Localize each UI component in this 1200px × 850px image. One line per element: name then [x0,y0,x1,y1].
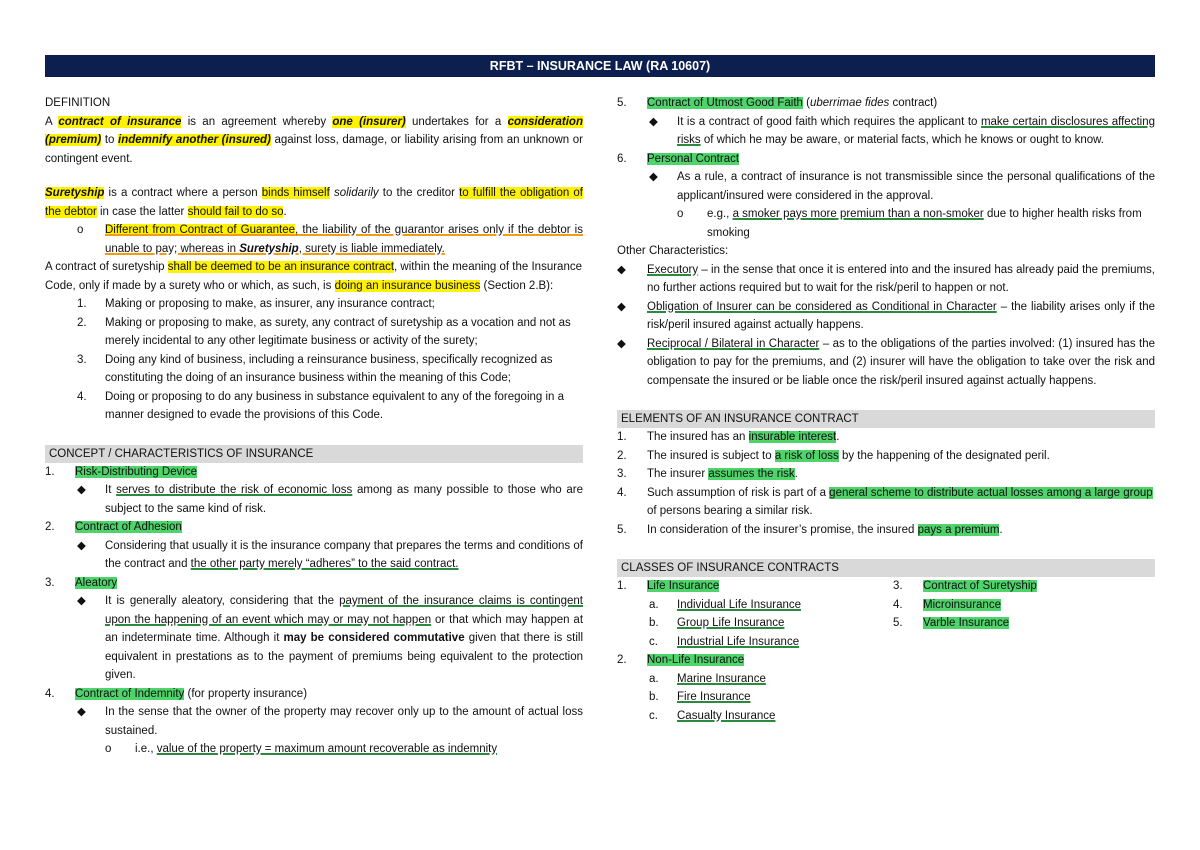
class-item [617,577,1155,596]
sub-class-item [617,633,1155,652]
text: In the sense that the owner of the property may recover only up to the amount of actual loss sustained. [105,706,583,737]
list-letter: b. [649,691,659,703]
text: by the happening of the designated peril. [838,449,1050,462]
text: given that there is still equivalent in prestations as to the payment of premiums being equivalent to the protection given. [105,632,584,681]
classes-right-list [893,577,1037,633]
class-item [893,614,1037,633]
text: The insured is subject to [647,449,775,462]
list-number: 4. [893,598,903,611]
characteristic-item [45,518,583,537]
text: Obligation of Insurer can be considered as Conditional in Character [647,300,997,313]
text: Industrial Life Insurance [677,635,800,648]
bullet-item [45,481,583,518]
text: It [105,484,117,496]
list-number: 4. [617,486,627,499]
highlight: Different from Contract of Guarantee [105,224,296,236]
list-number: 5. [617,523,627,536]
list-number: 2. [45,521,55,533]
text: or that which may happen at an indeterminate time. Although it [105,613,584,644]
definition-paragraph [45,113,583,169]
highlight: Contract of Suretyship [923,580,1037,592]
list-number: 2. [77,316,87,329]
class-item [617,651,1155,670]
bullet-item [45,537,583,574]
list-number: 5. [893,617,903,629]
text: (Section 2.B): [480,279,554,292]
list-number: 2. [617,449,627,462]
list-number: 5. [617,97,627,109]
highlight: Suretyship [45,187,105,199]
sub-class-item [617,596,1155,615]
list-item [45,314,583,351]
list-number: 6. [617,152,627,165]
text: Individual Life Insurance [677,598,802,611]
diamond-bullet-icon: ◆ [617,263,626,276]
list-number: 2. [617,654,627,666]
text: – as to the obligations of the parties involved: (1) insured has the obligation to pay for the premiums, and (2) insurer will have the obligation to take over the risk and compensate the insured or be liable once the risk/peril insured against actually happens. [647,337,1156,387]
list-number: 3. [893,580,903,592]
bullet-item [617,335,1155,391]
highlight: Contract of Utmost Good Faith [647,97,803,109]
highlight: doing an insurance business [334,279,481,292]
bullet-marker: o [677,208,684,220]
highlight: indemnify another (insured) [118,134,271,146]
list-number: 3. [617,468,627,480]
list-number: 4. [77,390,87,403]
text: Doing or proposing to do any business in substance equivalent to any of the foregoing in a manner designed to evade the provisions of this Code. [105,390,565,421]
text: of which he may be aware, or material facts, which he knows or ought to know. [700,134,1104,146]
list-number: 1. [617,431,627,443]
highlight: should fail to do so [187,205,284,218]
text: . [999,523,1003,536]
element-item [617,447,1155,466]
class-item [893,596,1037,615]
text: is a contract where a person [104,187,262,199]
highlight: Varble Insurance [923,617,1010,629]
highlight: Non-Life Insurance [647,654,745,666]
highlight: Aleatory [75,576,118,589]
text: Considering that usually it is the insurance company that prepares the terms and conditions of the contract and [105,539,583,570]
text: a smoker pays more premium than a non-smoker [732,208,984,220]
text: is an agreement whereby [181,115,333,128]
text: i.e., [135,743,157,755]
highlight: shall be deemed to be an insurance contract [167,261,395,273]
text: . [283,205,287,218]
list-item [45,388,583,425]
diamond-bullet-icon: ◆ [77,706,86,718]
highlight: a risk of loss [774,449,839,462]
text: due to higher health risks from smoking [707,208,1142,239]
text: In consideration of the insurer’s promise, the insured [647,523,918,536]
highlight: Contract of Indemnity [75,687,185,700]
list-number: 1. [617,580,627,592]
text: . [794,468,798,480]
text: of persons bearing a similar risk. [647,505,813,517]
highlight: Life Insurance [647,580,720,592]
diamond-bullet-icon: ◆ [77,539,86,552]
sub-class-item [617,707,1155,726]
text: among as many possible to those who are subject to the same kind of risk. [105,484,584,515]
text: in case the latter [96,205,188,218]
list-letter: c. [649,709,658,722]
text: uberrimae fides [809,97,890,109]
list-item [45,295,583,314]
highlight: Risk-Distributing Device [75,465,198,478]
highlight: Microinsurance [923,598,1001,611]
text: Executory [647,263,699,276]
guarantee-note [45,221,583,258]
diamond-bullet-icon: ◆ [617,300,626,313]
characteristic-item [617,150,1155,169]
text: (for property insurance) [184,687,308,700]
text: Casualty Insurance [677,709,776,722]
element-item [617,484,1155,521]
text: , the liability of the guarantor arises only if the debtor is unable to pay; whereas in [105,224,583,255]
section-heading: CLASSES OF INSURANCE CONTRACTS [617,559,1155,577]
highlight: contract of insurance [58,115,182,128]
diamond-bullet-icon: ◆ [649,171,658,183]
sub-class-item [617,614,1155,633]
text: , surety is liable immediately. [298,242,445,255]
text: to the creditor [378,187,460,199]
text: contract) [889,97,938,109]
diamond-bullet-icon: ◆ [77,484,86,496]
highlight: to fulfill the obligation of the debtor [45,187,583,218]
text: – in the sense that once it is entered into and the insured has already paid the premiums, no further actions required but to wait for the risk/peril to happen or not. [647,263,1155,294]
bullet-item [617,168,1155,205]
list-number: 1. [45,465,55,478]
diamond-bullet-icon: ◆ [617,337,626,350]
bullet-item [617,261,1155,298]
diamond-bullet-icon: ◆ [77,595,86,607]
text: against loss, damage, or liability arising from an unknown or contingent event. [45,134,583,165]
text: solidarily [333,187,379,199]
bullet-item [45,703,583,740]
characteristic-item [45,685,583,704]
text: It is a contract of good faith which requires the applicant to [677,115,981,128]
list-item [45,351,583,388]
text: payment of the insurance claims is contingent upon the happening of an event which may or may not happen [105,595,583,626]
text: Suretyship [239,242,299,255]
text: . [836,431,840,443]
section-heading: CONCEPT / CHARACTERISTICS OF INSURANCE [45,445,583,463]
right-column [617,94,1155,725]
bullet-marker: o [105,743,112,755]
text: Such assumption of risk is part of a [647,486,830,499]
text: Making or proposing to make, as insurer, any insurance contract; [105,298,435,310]
list-letter: a. [649,598,659,611]
highlight: consideration (premium) [45,115,583,146]
text: ( [802,97,810,109]
text: the other party merely “adheres” to the said contract. [190,558,459,570]
text: Making or proposing to make, as surety, any contract of suretyship as a vocation and not as merely incidental to any other legitimate business or activity of the surety; [105,316,571,347]
text: undertakes for a [405,115,508,128]
bullet-marker: o [77,224,84,236]
text: may be considered commutative [283,632,465,644]
highlight: binds himself [261,187,330,199]
other-characteristics-heading: Other Characteristics: [617,245,729,257]
sub-class-item [617,688,1155,707]
list-letter: a. [649,672,659,685]
sub-class-item [617,670,1155,689]
text: The insured has an [647,431,749,443]
text: As a rule, a contract of insurance is not transmissible since the personal qualifications of the applicant/insured were considered in the approval. [677,171,1155,202]
characteristic-item [45,463,583,482]
classes-list [617,577,1155,725]
highlight: assumes the risk [708,468,795,480]
highlight: general scheme to distribute actual losses among a large group [829,486,1153,499]
suretyship-deemed [45,258,583,295]
left-column [45,94,583,759]
highlight: Contract of Adhesion [75,521,182,533]
bullet-item [617,113,1155,150]
text: to [101,134,119,146]
highlight: insurable interest [748,431,837,443]
list-number: 4. [45,687,55,700]
text: serves to distribute the risk of economic loss [116,484,353,496]
characteristic-item [45,574,583,593]
diamond-bullet-icon: ◆ [649,115,658,128]
text: Fire Insurance [677,691,751,703]
document-title: RFBT – INSURANCE LAW (RA 10607) [45,55,1155,77]
list-number: 3. [45,576,55,589]
list-number: 3. [77,353,87,366]
text: – the liability arises only if the risk/peril insured against actually happens. [647,300,1155,331]
characteristic-item [617,94,1155,113]
text: e.g., [707,208,733,220]
section-heading: ELEMENTS OF AN INSURANCE CONTRACT [617,410,1155,428]
element-item [617,521,1155,540]
definition-heading: DEFINITION [45,97,111,109]
sub-bullet-item [617,205,1155,242]
text: It is generally aleatory, considering that the [105,595,340,607]
class-item [893,577,1037,596]
text: Doing any kind of business, including a reinsurance business, specifically recognized as constituting the doing of an insurance business within the meaning of this Code; [105,353,553,384]
text: , within the meaning of the Insurance Code, only if made by a surety who or which, as such, is [45,261,582,292]
sub-bullet-item [45,740,583,759]
highlight: one (insurer) [332,115,406,128]
text: Group Life Insurance [677,617,785,629]
suretyship-paragraph [45,184,583,221]
text: The insurer [647,468,709,480]
text: A [45,115,59,128]
element-item [617,428,1155,447]
highlight: pays a premium [917,523,1000,536]
bullet-item [617,298,1155,335]
text: value of the property = maximum amount recoverable as indemnity [156,743,498,755]
list-number: 1. [77,298,87,310]
list-letter: b. [649,617,659,629]
text: Marine Insurance [677,672,766,685]
bullet-item [45,592,583,685]
list-letter: c. [649,635,658,648]
text: Reciprocal / Bilateral in Character [647,337,820,350]
text: A contract of suretyship [45,261,168,273]
element-item [617,465,1155,484]
text: make certain disclosures affecting risks [677,115,1155,146]
highlight: Personal Contract [647,152,740,165]
